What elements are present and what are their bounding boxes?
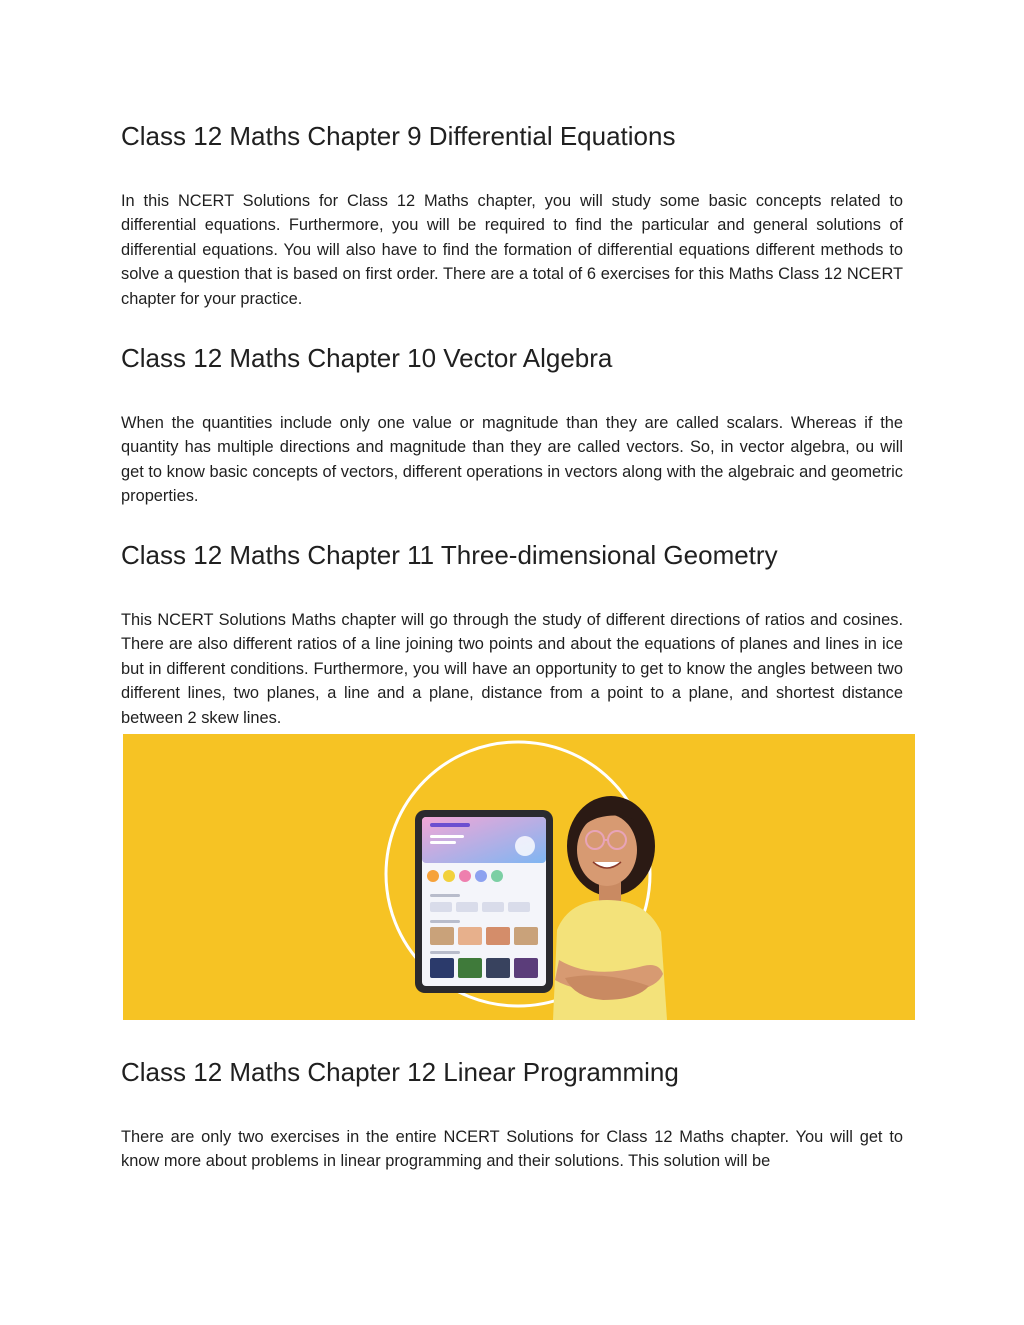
section-body-chapter-11: This NCERT Solutions Maths chapter will go through the study of different directions of ratios and cosines. There are also different ratios of a line joining two points and about the equations of planes and lines in ice but in different conditions. Furthermore, you will have an opportunity to get to know the angles between two different lines, two planes, a line and a plane, distance from a point to a plane, and shortest distance between 2 skew lines. [121, 611, 903, 727]
section-heading-chapter-12: Class 12 Maths Chapter 12 Linear Programming [121, 1057, 679, 1087]
section-heading-chapter-9: Class 12 Maths Chapter 9 Differential Equations [121, 121, 676, 151]
banner-illustration [123, 734, 915, 1020]
section-heading-chapter-10: Class 12 Maths Chapter 10 Vector Algebra [121, 343, 613, 373]
section-body-chapter-9: In this NCERT Solutions for Class 12 Maths chapter, you will study some basic concepts related to differential equations. Furthermore, you will be required to find the particular and general solutions of differential equations. You will also have to find the formation of differential equations different methods to solve a question that is based on first order. There are a total of 6 exercises for this Maths Class 12 NCERT chapter for your practice. [121, 192, 903, 308]
girl-figure [553, 796, 667, 1020]
promo-banner-image [123, 734, 915, 1020]
section-body-chapter-12: There are only two exercises in the entire NCERT Solutions for Class 12 Maths chapter. You will get to know more about problems in linear programming and their solutions. This solution will be [121, 1128, 903, 1171]
section-heading-chapter-11: Class 12 Maths Chapter 11 Three-dimensional Geometry [121, 540, 778, 570]
tablet-device [415, 810, 553, 993]
section-body-chapter-10: When the quantities include only one value or magnitude than they are called scalars. Whereas if the quantity has multiple directions and magnitude than they are called vectors. So, in vector algebra, ou will get to know basic concepts of vectors, different operations in vectors along with the algebraic and geometric properties. [121, 414, 903, 506]
